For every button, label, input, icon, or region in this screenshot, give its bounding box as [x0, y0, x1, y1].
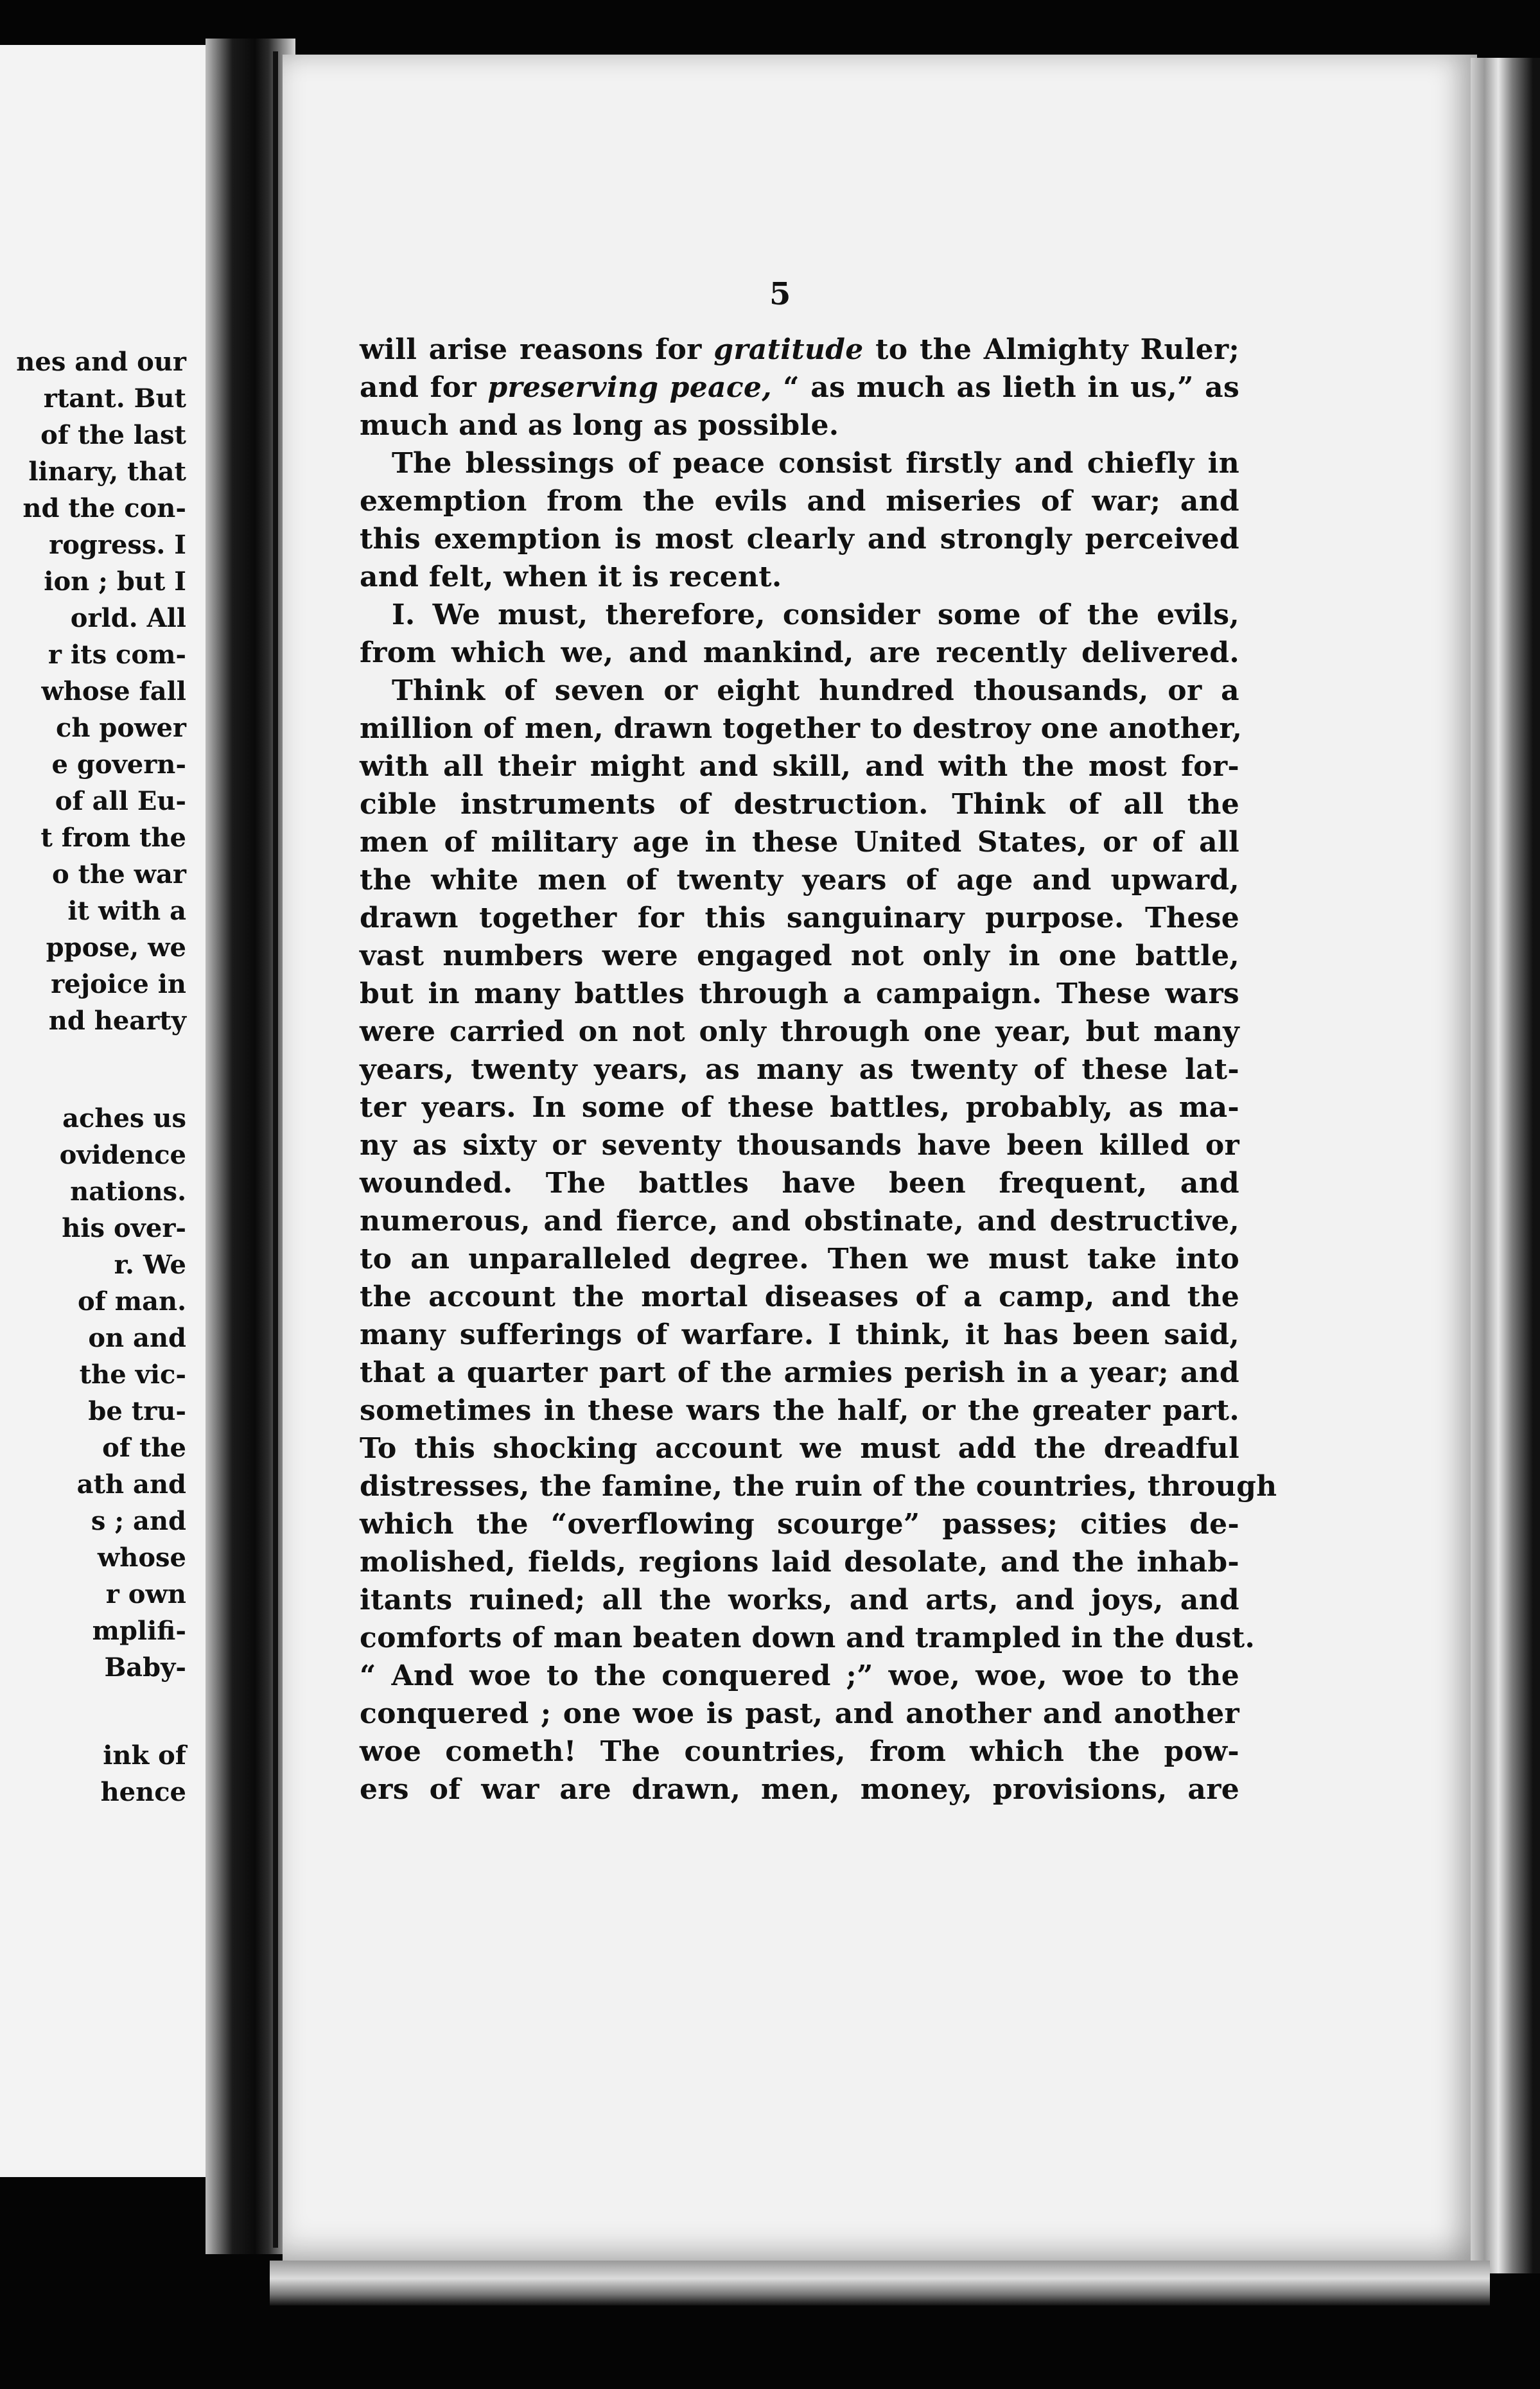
text-line: million of men, drawn together to destroy one another,	[360, 712, 1243, 745]
left-page-line: whose	[97, 1543, 186, 1573]
text-line: molished, fields, regions laid desolate, and the inhab-	[360, 1546, 1239, 1579]
left-page-line: ion ; but I	[44, 566, 186, 597]
page-right-edge	[1471, 58, 1540, 2273]
text-line: itants ruined; all the works, and arts, and joys, and	[360, 1584, 1239, 1616]
left-page-line: Baby-	[104, 1652, 186, 1683]
text-line: many sufferings of warfare. I think, it has been said,	[360, 1318, 1239, 1351]
text-line: and felt, when it is recent.	[360, 561, 782, 593]
left-page-line: linary, that	[28, 457, 186, 487]
left-page-line: rtant. But	[43, 383, 186, 414]
text-line: will arise reasons for gratitude to the Almighty Ruler;	[360, 333, 1239, 366]
left-page-line: ppose, we	[46, 932, 186, 963]
left-page-line: it with a	[67, 896, 186, 926]
text-line: the white men of twenty years of age and upward,	[360, 864, 1239, 897]
text-line: To this shocking account we must add the dreadful	[360, 1432, 1239, 1465]
left-page-line: t from the	[40, 823, 186, 853]
text-line: sometimes in these wars the half, or the greater part.	[360, 1394, 1239, 1427]
left-page-line: r. We	[114, 1250, 186, 1280]
left-page-line: nes and our	[16, 347, 186, 377]
left-page-line: nations.	[70, 1177, 186, 1207]
text-line: which the “overflowing scourge” passes; cities de-	[360, 1508, 1239, 1541]
text-line: ers of war are drawn, men, money, provisions, are	[360, 1773, 1239, 1806]
book-gutter	[206, 39, 295, 2254]
text-line: exemption from the evils and miseries of war; and	[360, 485, 1239, 518]
text-line: the account the mortal diseases of a camp, and the	[360, 1281, 1239, 1313]
left-page-line: rogress. I	[49, 530, 186, 560]
text-line: Think of seven or eight hundred thousands, or a	[392, 674, 1239, 707]
body-text	[360, 331, 1277, 1808]
text-line: that a quarter part of the armies perish in a year; and	[360, 1356, 1239, 1389]
left-page-line: orld. All	[70, 603, 186, 633]
left-page-line: ath and	[76, 1469, 186, 1500]
text-line: drawn together for this sanguinary purpose. These	[360, 902, 1239, 934]
left-page-line: be tru-	[88, 1396, 186, 1426]
left-page-line: of all Eu-	[55, 786, 186, 816]
left-page-line: hence	[100, 1777, 186, 1807]
left-page-line: nd the con-	[22, 493, 186, 523]
text-line: ter years. In some of these battles, probably, as ma-	[360, 1091, 1239, 1124]
text-line: conquered ; one woe is past, and another and another	[360, 1697, 1239, 1730]
text-line: I. We must, therefore, consider some of the evils,	[392, 599, 1239, 631]
left-page-line: of man.	[77, 1286, 186, 1317]
text-line: years, twenty years, as many as twenty of these lat-	[360, 1053, 1239, 1086]
left-page-line: rejoice in	[51, 969, 186, 999]
text-line: “ And woe to the conquered ;” woe, woe, woe to the	[360, 1659, 1239, 1692]
left-page-line: e govern-	[51, 749, 186, 780]
text-line: and for preserving peace, “ as much as lieth in us,” as	[360, 371, 1240, 404]
text-line: men of military age in these United States, or of all	[360, 826, 1239, 859]
left-page-line: r own	[105, 1579, 186, 1609]
left-page-line: ovidence	[59, 1140, 186, 1170]
text-line: to an unparalleled degree. Then we must take into	[360, 1243, 1239, 1275]
left-page-line: the vic-	[79, 1360, 186, 1390]
left-page-line: whose fall	[41, 676, 186, 706]
text-line: but in many battles through a campaign. These wars	[360, 977, 1239, 1010]
text-line: The blessings of peace consist firstly and chiefly in	[392, 447, 1239, 480]
text-line: with all their might and skill, and with the most for-	[360, 750, 1239, 783]
left-page-line: of the last	[40, 420, 186, 450]
left-page-line: on and	[88, 1323, 186, 1353]
text-line: cible instruments of destruction. Think of all the	[360, 788, 1239, 821]
left-page-line: nd hearty	[48, 1006, 186, 1036]
left-page-line: of the	[102, 1433, 186, 1463]
text-line: comforts of man beaten down and trampled in the dust.	[360, 1622, 1256, 1654]
text-line: were carried on not only through one year, but many	[360, 1015, 1239, 1048]
page-number: 5	[769, 276, 791, 312]
text-line: from which we, and mankind, are recently delivered.	[360, 636, 1239, 669]
text-line: ny as sixty or seventy thousands have been killed or	[360, 1129, 1239, 1162]
left-page-line: mplifi-	[92, 1616, 186, 1646]
binding-line	[273, 51, 278, 2248]
left-page-line: ink of	[103, 1740, 186, 1771]
page-bottom-edge	[270, 2261, 1490, 2306]
left-page-line: his over-	[62, 1213, 186, 1243]
text-line: distresses, the famine, the ruin of the countries, through	[360, 1470, 1277, 1503]
left-page-line: r its com-	[48, 640, 186, 670]
text-line: this exemption is most clearly and strongly perceived	[360, 523, 1239, 556]
left-page-line: o the war	[52, 859, 186, 889]
left-page-line: ch power	[56, 713, 186, 743]
left-page-line: s ; and	[91, 1506, 186, 1536]
text-line: woe cometh! The countries, from which the pow-	[360, 1735, 1239, 1768]
text-line: numerous, and fierce, and obstinate, and destructive,	[360, 1205, 1239, 1238]
text-line: wounded. The battles have been frequent, and	[360, 1167, 1239, 1200]
text-line: much and as long as possible.	[360, 409, 839, 442]
text-line: vast numbers were engaged not only in one battle,	[360, 940, 1239, 972]
left-facing-page	[0, 45, 222, 2177]
left-page-line: aches us	[62, 1103, 186, 1133]
